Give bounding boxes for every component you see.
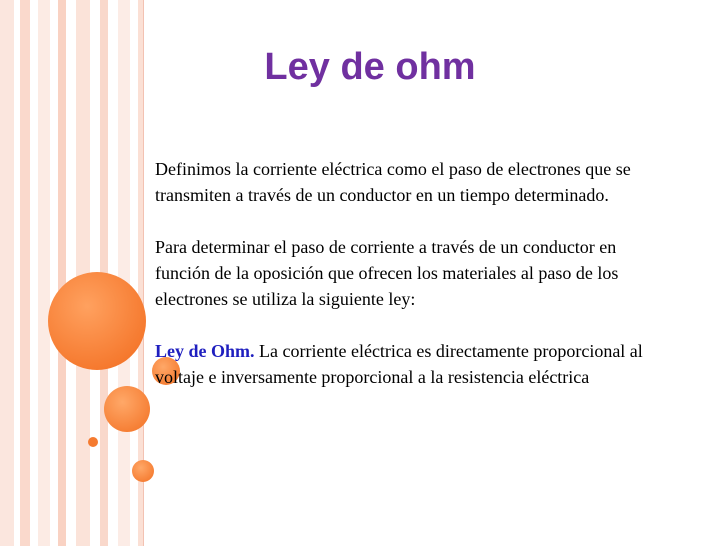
- slide-body: [155, 156, 660, 390]
- decorative-circle-small: [132, 460, 154, 482]
- slide-title: Ley de ohm: [264, 46, 476, 88]
- decorative-circle-large: [48, 272, 146, 370]
- decorative-circle-dot: [88, 437, 98, 447]
- decorative-circle-medium: [104, 386, 150, 432]
- paragraph-context: Para determinar el paso de corriente a través de un conductor en función de la oposición que ofrecen los materiales al paso de los electrones se utiliza la siguiente ley:: [155, 237, 619, 309]
- paragraph-law: [155, 338, 660, 390]
- law-term: Ley de Ohm.: [155, 341, 255, 361]
- law-text: La corriente eléctrica es directamente proporcional al voltaje e inversamente proporcional a la resistencia eléctrica: [155, 341, 643, 387]
- paragraph-definition: Definimos la corriente eléctrica como el paso de electrones que se transmiten a través de un conductor en un tiempo determinado.: [155, 159, 631, 205]
